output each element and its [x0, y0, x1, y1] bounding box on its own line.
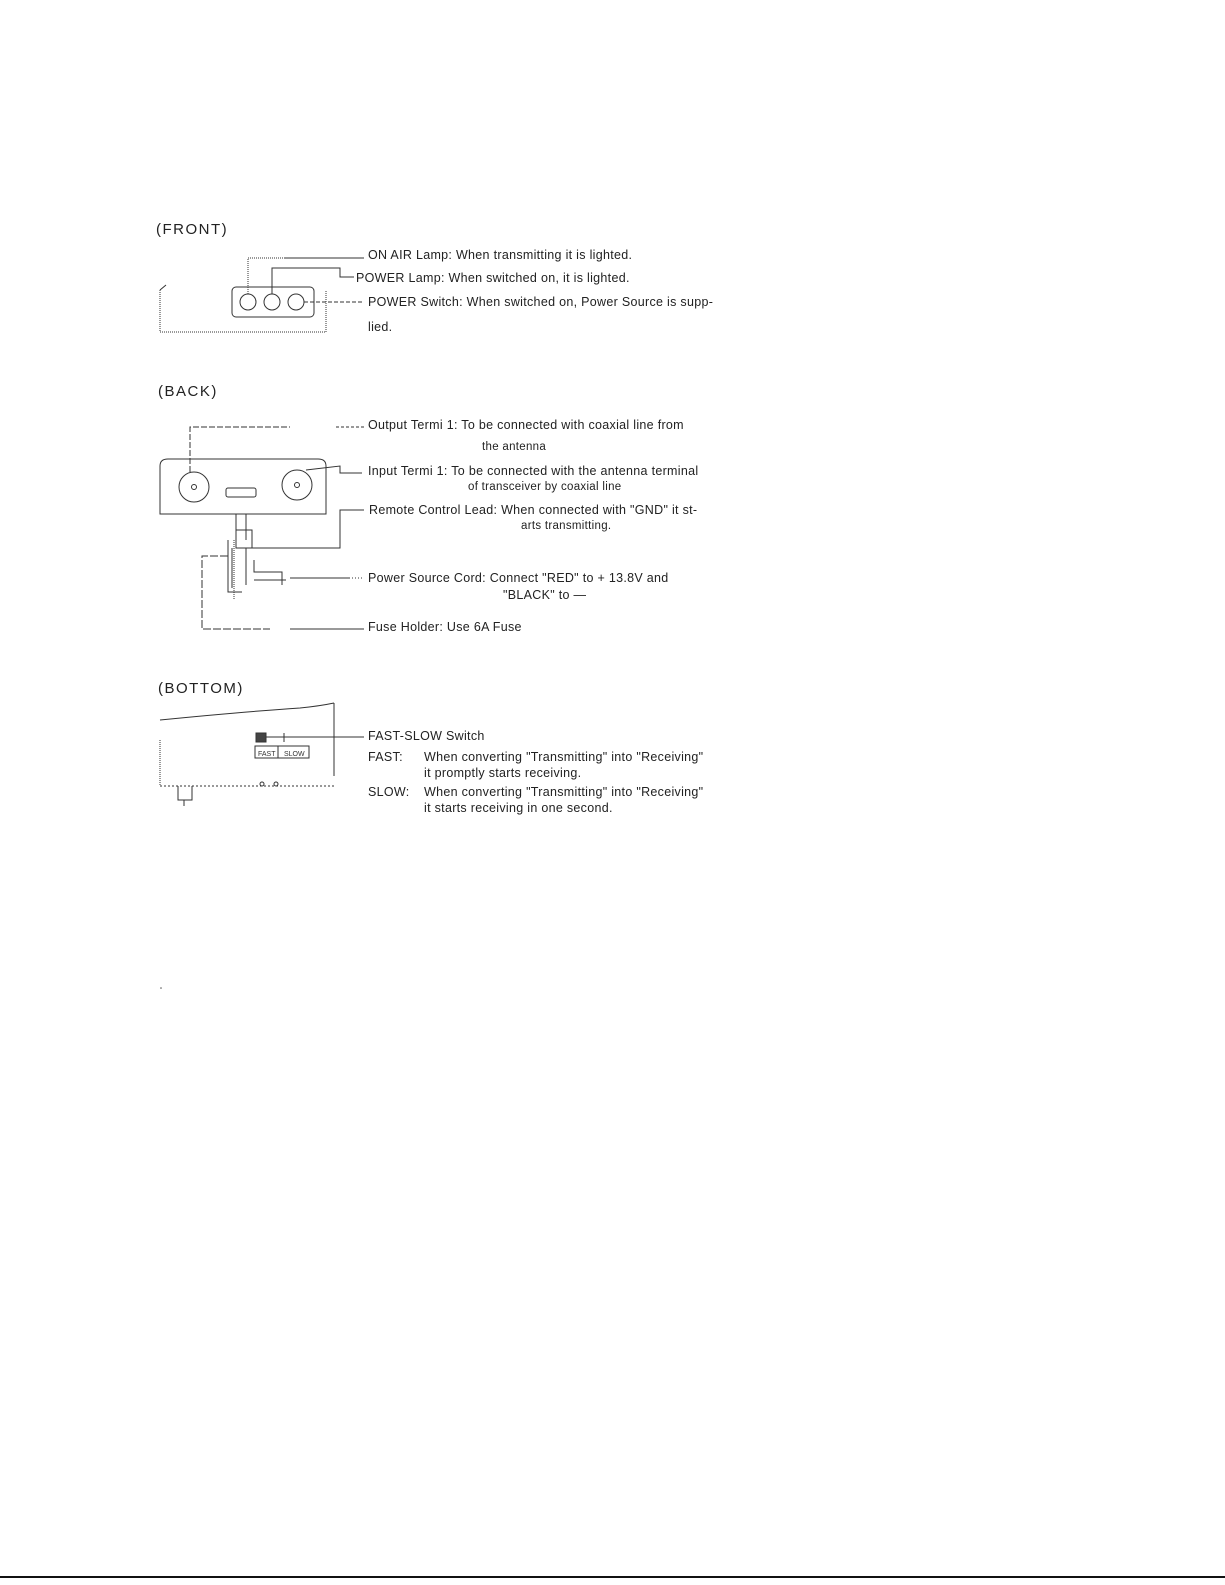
remote-control-label-cont: arts transmitting.	[521, 520, 612, 532]
input-terminal-label: Input Termi 1: To be connected with the antenna terminal	[368, 464, 699, 478]
slow-label: SLOW:	[368, 785, 410, 799]
output-terminal-label-cont: the antenna	[482, 441, 547, 453]
front-heading: (FRONT)	[156, 221, 229, 238]
fast-label: FAST:	[368, 750, 403, 764]
power-switch-label-cont: lied.	[368, 320, 393, 334]
fast-slow-switch-title: FAST-SLOW Switch	[368, 729, 485, 743]
fuse-holder-label: Fuse Holder: Use 6A Fuse	[368, 620, 522, 634]
back-heading: (BACK)	[158, 383, 218, 400]
front-panel-drawing	[160, 258, 364, 332]
switch-fast-tag: FAST	[258, 751, 276, 758]
fast-description: When converting "Transmitting" into "Receiving"	[424, 750, 704, 764]
power-switch-label: POWER Switch: When switched on, Power Source is supp-	[368, 295, 714, 309]
slow-description-cont: it starts receiving in one second.	[424, 801, 613, 815]
slow-description: When converting "Transmitting" into "Receiving"	[424, 785, 704, 799]
fast-description-cont: it promptly starts receiving.	[424, 766, 582, 780]
switch-slow-tag: SLOW	[284, 751, 305, 758]
input-terminal-label-cont: of transceiver by coaxial line	[468, 481, 622, 493]
back-panel-drawing	[160, 427, 364, 629]
on-air-lamp-label: ON AIR Lamp: When transmitting it is lighted.	[368, 248, 633, 262]
power-cord-label: Power Source Cord: Connect "RED" to + 13.8V and	[368, 571, 669, 585]
page-bottom-rule	[0, 1576, 1225, 1578]
stray-mark	[160, 987, 162, 989]
power-cord-label-cont: "BLACK" to —	[503, 588, 587, 602]
power-lamp-label: POWER Lamp: When switched on, it is lighted.	[356, 271, 630, 285]
output-terminal-label: Output Termi 1: To be connected with coaxial line from	[368, 418, 684, 432]
bottom-heading: (BOTTOM)	[158, 680, 244, 697]
remote-control-label: Remote Control Lead: When connected with "GND" it st-	[369, 503, 698, 517]
